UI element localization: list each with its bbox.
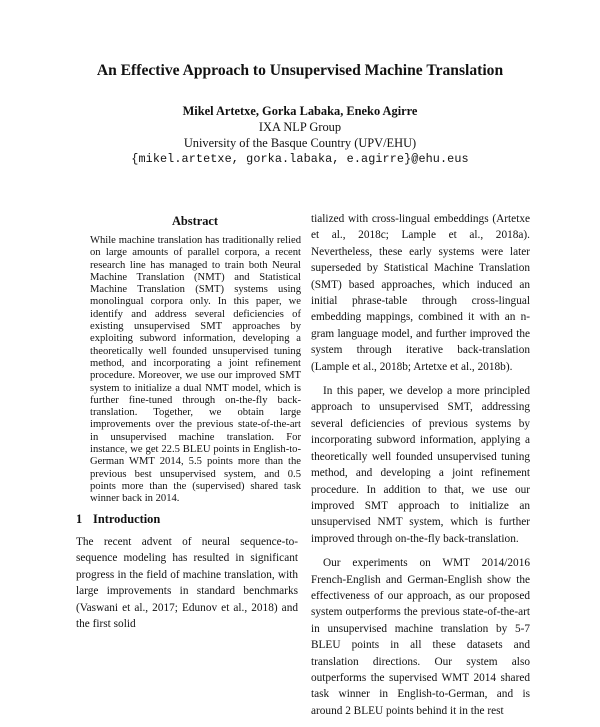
abstract-heading: Abstract [171,214,219,228]
author-emails: {mikel.artetxe, gorka.labaka, e.agirre}@ehu.eus [131,152,469,166]
affiliation: University of the Basque Country (UPV/EHU) [183,136,417,150]
research-group: IXA NLP Group [258,120,342,134]
abstract-body: While machine translation has traditionally relied on large amounts of parallel corpora, a recent research line has managed to train both Neural Machine Translation (NMT) and Statistical Machine Translation (SMT) systems using monolingual corpora only. In this paper, we identify and address several deficiencies of existing unsupervised SMT approaches by exploiting subword information, developing a theoretically well founded unsupervised tuning method, and incorporating a joint refinement procedure. Moreover, we use our improved SMT system to initialize a dual NMT model, which is further fine-tuned through on-the-fly back-translation. Together, we obtain large improvements over the previous state-of-the-art in unsupervised machine translation. For instance, we get 22.5 BLEU points in English-to-German WMT 2014, 5.5 points more than the previous best unsupervised system, and 0.5 points more than the (supervised) shared task winner back in 2014. [90,235,301,505]
paper-title: An Effective Approach to Unsupervised Machine Translation [96,62,504,79]
section-title: Introduction [93,512,161,526]
section-heading-introduction [76,512,316,527]
paragraph-contribution: In this paper, we develop a more principled approach to unsupervised SMT, addressing several deficiencies of previous systems by incorporating subword information, applying a theoretically well founded unsupervised tuning method, and developing a joint refinement procedure. In addition to that, we use our improved SMT approach to initialize an unsupervised NMT system, which is further improved through on-the-fly back-translation. [311,385,530,545]
paragraph-continued: tialized with cross-lingual embeddings (Artetxe et al., 2018c; Lample et al., 2018a). Nevertheless, these early systems were later superseded by Statistical Machine Translation (SMT) based approaches, which induced an initial phrase-table through cross-lingual embedding mappings, combined it with an n-gram language model, and further improved the system through iterative back-translation (Lample et al., 2018b; Artetxe et al., 2018b). [311,213,530,373]
right-column [311,211,530,727]
paragraph-experiments: Our experiments on WMT 2014/2016 French-English and German-English show the effectiveness of our approach, as our proposed system outperforms the previous state-of-the-art in unsupervised machine translation by 5-7 BLEU points in all these datasets and translation directions. Our system also outperforms the supervised WMT 2014 shared task winner in English-to-German, and is around 2 BLEU points behind it in the rest [311,557,530,717]
section-number: 1 [76,512,83,526]
author-names: Mikel Artetxe, Gorka Labaka, Eneko Agirre [182,104,418,118]
introduction-text: The recent advent of neural sequence-to-sequence modeling has resulted in significant progress in the field of machine translation, with large improvements in standard benchmarks (Vaswani et al., 2017; Edunov et al., 2018) and the first solid [76,536,298,631]
author-block [0,103,600,167]
